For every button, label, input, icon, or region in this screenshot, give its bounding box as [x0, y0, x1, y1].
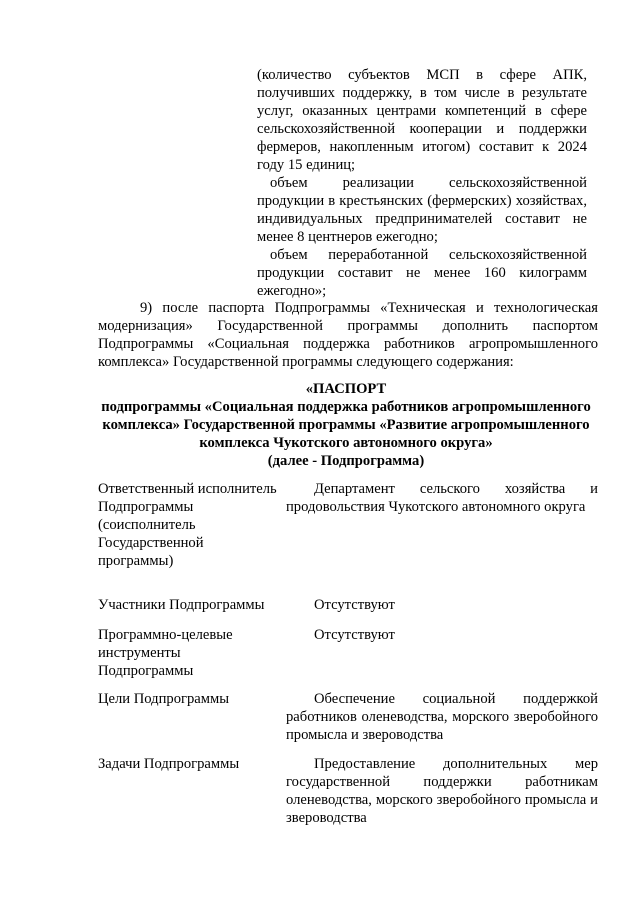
row-value: Отсутствуют [314, 597, 395, 613]
row-label: Цели Подпрограммы [98, 691, 230, 707]
row-label: Программно-целевые инструменты Подпрограммы [98, 627, 233, 679]
continuation-paragraph-3: объем переработанной сельскохозяйственной продукции составит не менее 160 килограмм ежегодно»; [257, 247, 587, 299]
row-label: Ответственный исполнитель Подпрограммы (соисполнитель Государственной программы) [98, 481, 277, 569]
row-value: Отсутствуют [314, 627, 395, 643]
row-value: Предоставление дополнительных мер государственной поддержки работникам оленеводства, морского зверобойного промысла и звероводства [286, 756, 598, 826]
row-value: Департамент сельского хозяйства и продовольствия Чукотского автономного округа [286, 481, 598, 515]
passport-title: «ПАСПОРТ [305, 381, 387, 397]
passport-note: (далее - Подпрограмма) [267, 453, 425, 469]
continuation-block [257, 66, 587, 300]
item-9-paragraph: 9) после паспорта Подпрограммы «Техническая и технологическая модернизация» Государственной программы дополнить паспортом Подпрограммы «Социальная поддержка работников агропромышленного комплекса» Государственной программы следующего содержания: [98, 300, 598, 370]
continuation-paragraph-1: (количество субъектов МСП в сфере АПК, получивших поддержку, в том числе в результате услуг, оказанных центрами компетенций в сфере сельскохозяйственной кооперации и поддержки фермеров, накопленным итогом) составит к 2024 году 15 единиц; [257, 67, 587, 173]
row-label: Участники Подпрограммы [98, 597, 265, 613]
continuation-paragraph-2: объем реализации сельскохозяйственной продукции в крестьянских (фермерских) хозяйствах, индивидуальных предпринимателей составит не менее 8 центнеров ежегодно; [257, 175, 587, 245]
row-label: Задачи Подпрограммы [98, 756, 240, 772]
row-value: Обеспечение социальной поддержкой работников оленеводства, морского зверобойного промысла и звероводства [286, 691, 598, 743]
passport-heading [90, 380, 602, 470]
passport-subtitle: подпрограммы «Социальная поддержка работников агропромышленного комплекса» Государственной программы «Развитие агропромышленного комплекса Чукотского автономного округа» [101, 399, 591, 451]
